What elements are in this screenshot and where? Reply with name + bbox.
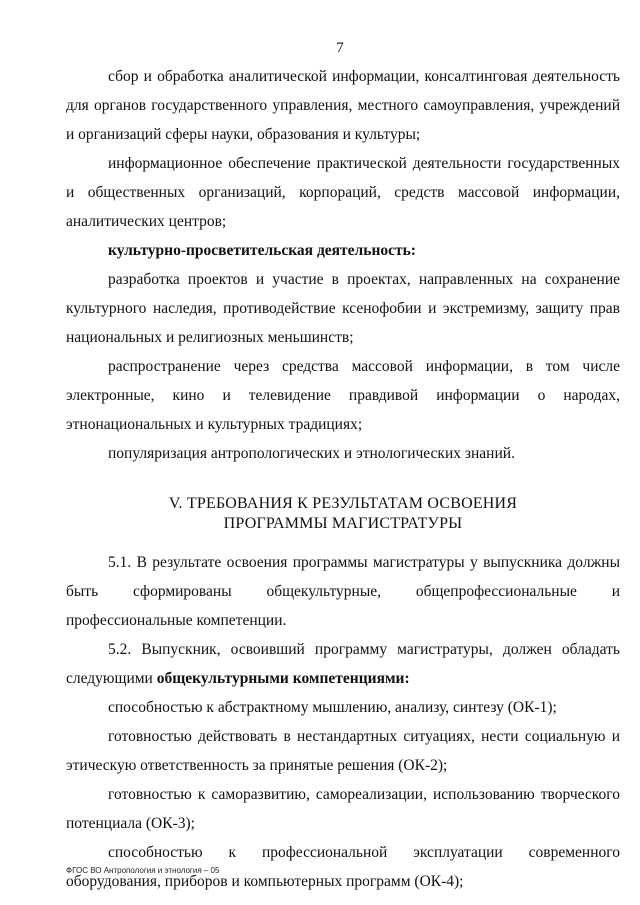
section-title-line: ПРОГРАММЫ МАГИСТРАТУРЫ: [223, 515, 463, 532]
paragraph-5-2: [66, 635, 620, 693]
paragraph: распространение через средства массовой информации, в том числе электронные, кино и телевидение правдивой информации о народах, этнонациональных и культурных традициях;: [66, 358, 620, 433]
page-number: 7: [336, 40, 344, 56]
paragraph: разработка проектов и участие в проектах, направленных на сохранение культурного наследия, противодействие ксенофобии и экстремизму, защиту прав национальных и религиозных меньшинств;: [66, 271, 620, 346]
document-body: [66, 62, 620, 896]
footer-text: ФГОС ВО Антропология и этнология – 05: [66, 866, 220, 875]
paragraph: популяризация антропологических и этнологических знаний.: [108, 445, 515, 462]
section-title-line: V. ТРЕБОВАНИЯ К РЕЗУЛЬТАТАМ ОСВОЕНИЯ: [168, 495, 518, 512]
competency-item: способностью к профессиональной эксплуатации современного оборудования, приборов и компьютерных программ (ОК-4);: [66, 844, 620, 890]
section-title: [66, 494, 620, 534]
paragraph-5-1: 5.1. В результате освоения программы магистратуры у выпускника должны быть сформированы общекультурные, общепрофессиональные и профессиональные компетенции.: [66, 554, 620, 629]
competency-item: готовностью действовать в нестандартных ситуациях, нести социальную и этическую ответственность за принятые решения (ОК-2);: [66, 728, 620, 774]
paragraph: информационное обеспечение практической деятельности государственных и общественных организаций, корпораций, средств массовой информации, аналитических центров;: [66, 155, 620, 230]
competency-item: способностью к абстрактному мышлению, анализу, синтезу (ОК-1);: [108, 699, 557, 716]
paragraph-5-2-bold: общекультурными компетенциями:: [156, 670, 410, 687]
paragraph-5-2-text: 5.2. Выпускник, освоивший программу магистратуры, должен обладать следующими: [66, 641, 620, 687]
competency-item: готовностью к саморазвитию, самореализации, использованию творческого потенциала (ОК-3);: [66, 786, 620, 832]
subheading: культурно-просветительская деятельность:: [108, 242, 416, 259]
paragraph: сбор и обработка аналитической информации, консалтинговая деятельность для органов государственного управления, местного самоуправления, учреждений и организаций сферы науки, образования и культуры;: [66, 68, 620, 143]
